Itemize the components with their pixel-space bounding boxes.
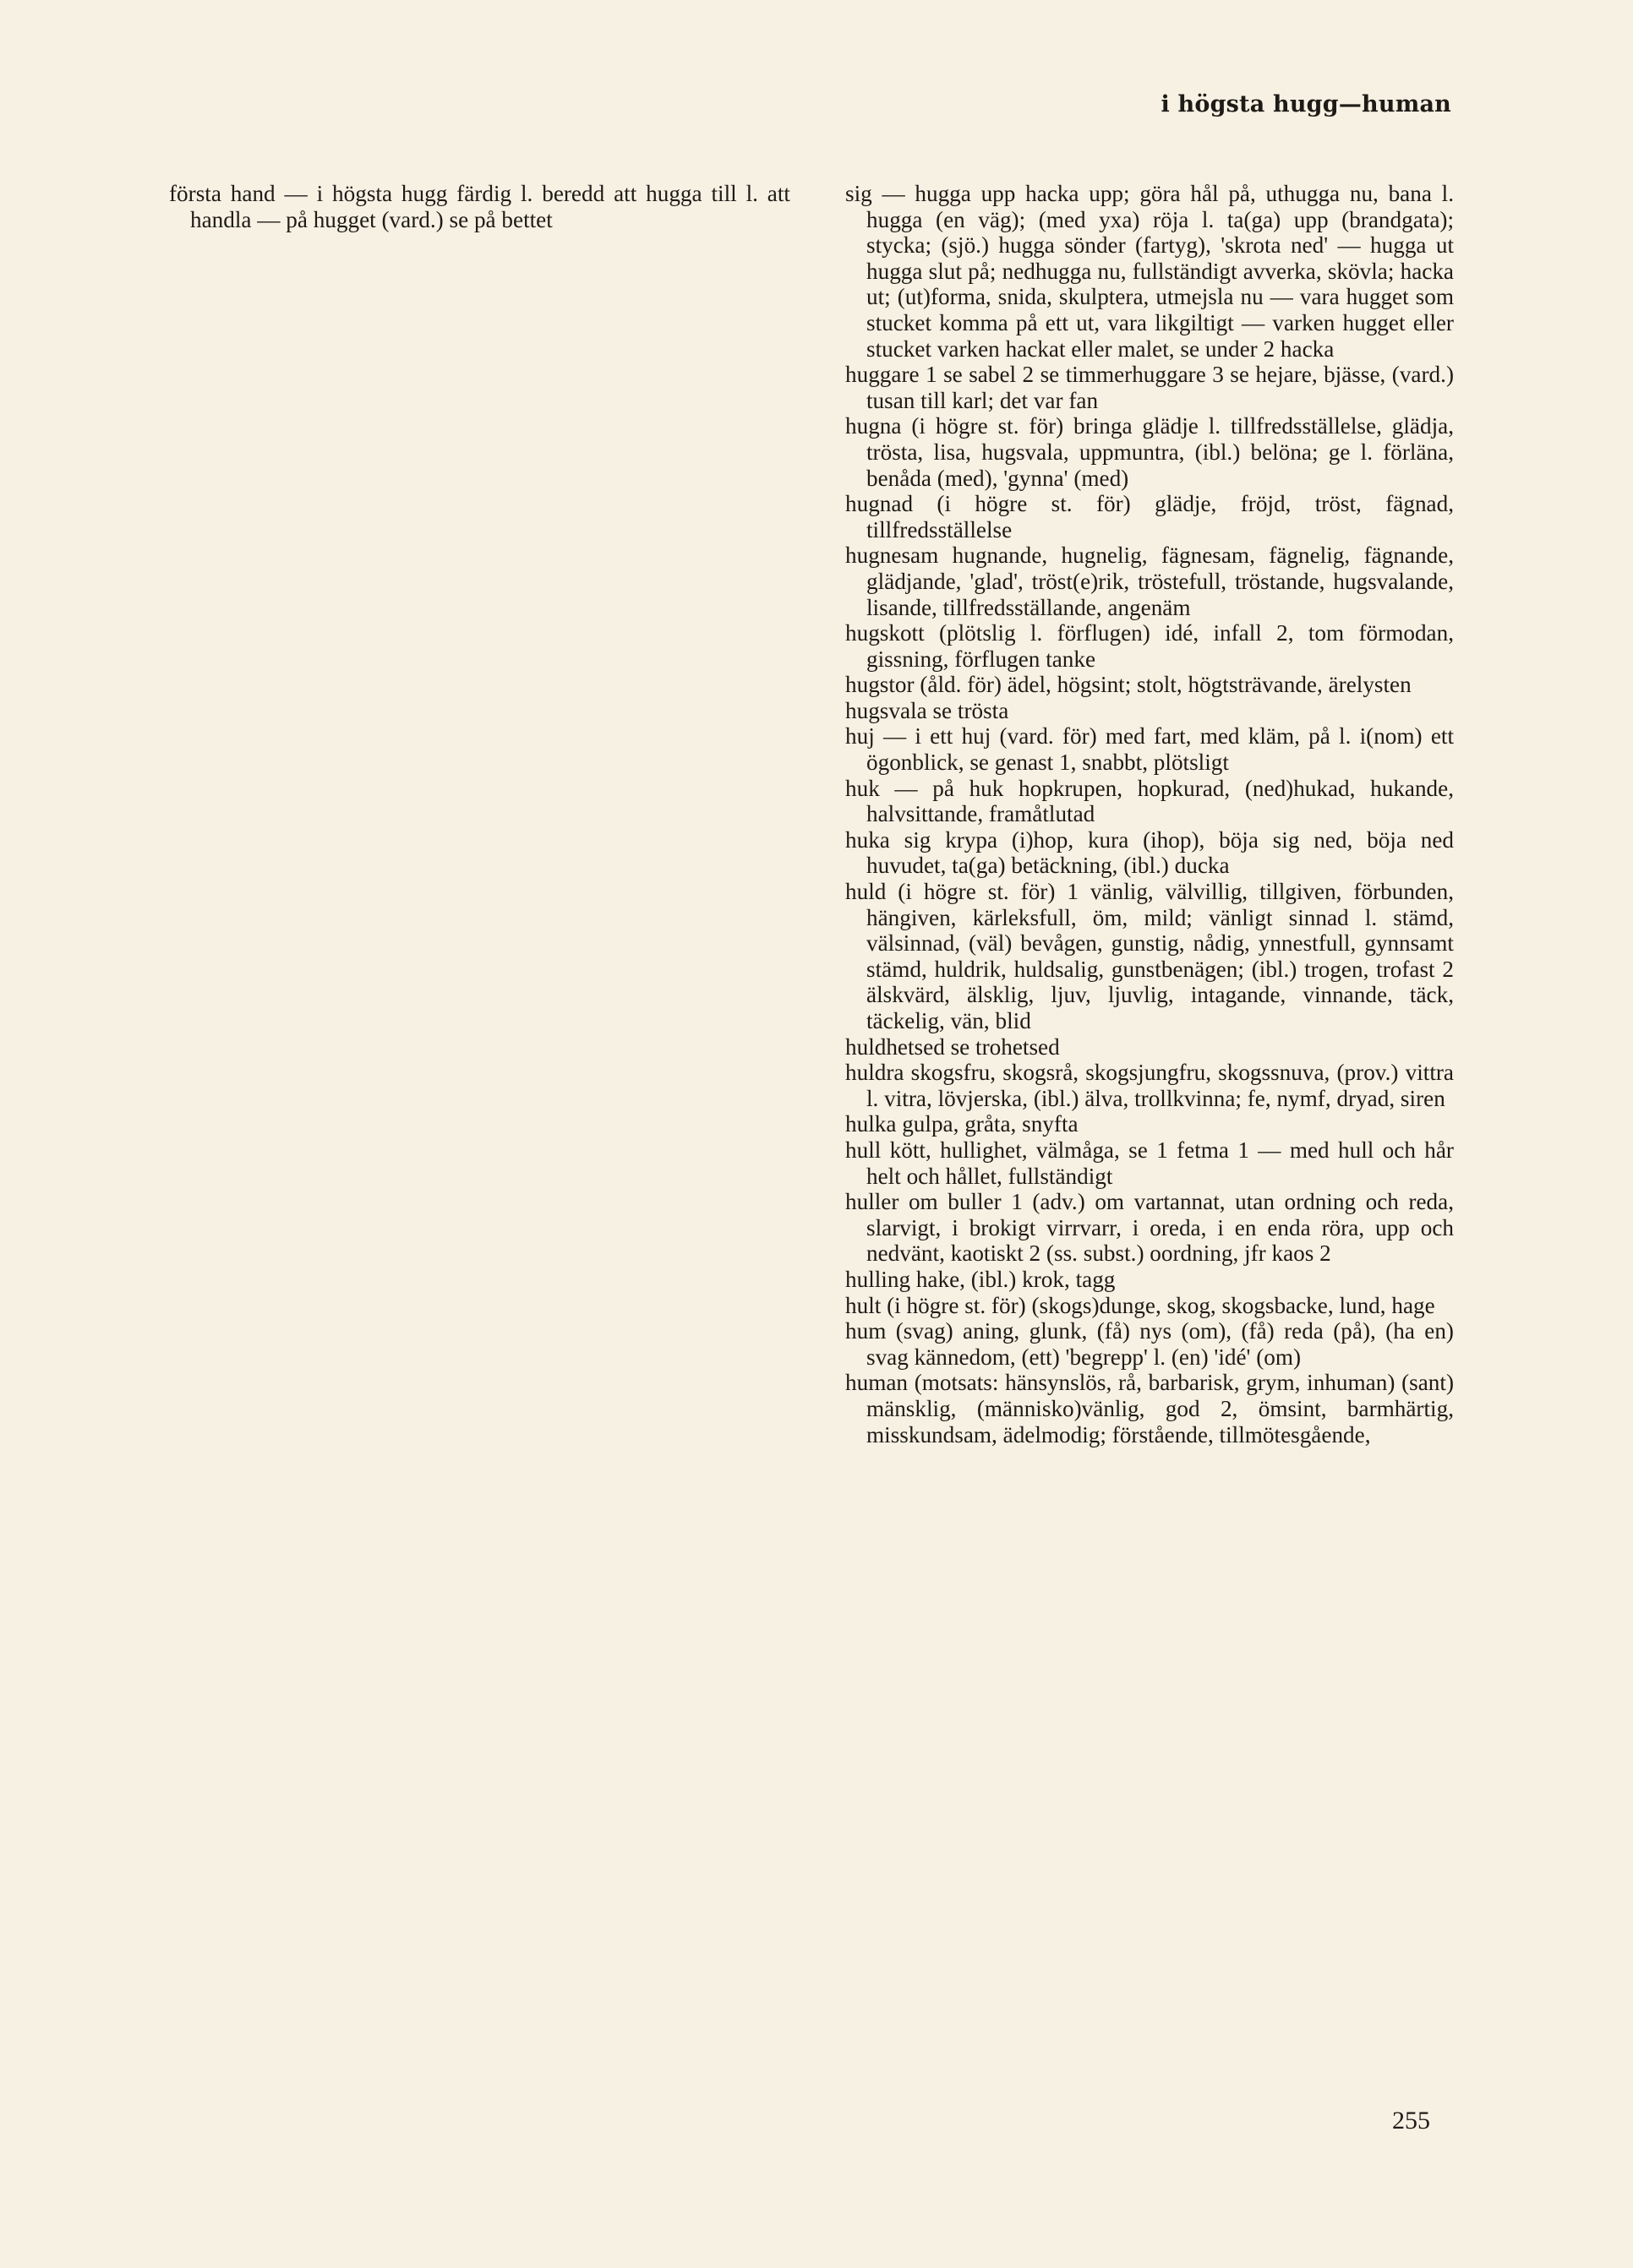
right-column: [845, 181, 1454, 1447]
entry: hulka gulpa, gråta, snyfta: [845, 1111, 1079, 1137]
left-column: [169, 181, 790, 232]
entry: hugskott (plötslig l. förflugen) idé, infall 2, tom förmodan, gissning, förflugen tanke: [845, 620, 1454, 672]
entry: human (motsats: hänsynslös, rå, barbarisk, grym, inhuman) (sant) mänsklig, (människo)vänlig, god 2, ömsint, barmhärtig, misskundsam, ädelmodig; förstående, tillmötesgående,: [845, 1370, 1454, 1447]
entry: huldhetsed se trohetsed: [845, 1033, 1060, 1060]
running-head: i högsta hugg—human: [1161, 91, 1451, 117]
entry: hull kött, hullighet, välmåga, se 1 fetma 1 — med hull och hår helt och hållet, fullständigt: [845, 1137, 1454, 1189]
entry: huller om buller 1 (adv.) om vartannat, utan ordning och reda, slarvigt, i brokigt virrvarr, i oreda, i en enda röra, upp och nedvänt, kaotiskt 2 (ss. subst.) oordning, jfr kaos 2: [845, 1189, 1454, 1267]
entry: huggare 1 se sabel 2 se timmerhuggare 3 se hejare, bjässe, (vard.) tusan till karl; det var fan: [845, 362, 1454, 413]
entry: hugna (i högre st. för) bringa glädje l. tillfredsställelse, glädja, trösta, lisa, hugsvala, uppmuntra, (ibl.) belöna; ge l. förläna, benåda (med), 'gynna' (med): [845, 413, 1454, 491]
entry: första hand — i högsta hugg färdig l. beredd att hugga till l. att handla — på hugget (vard.) se på bettet: [169, 181, 790, 232]
entry: hulling hake, (ibl.) krok, tagg: [845, 1266, 1116, 1292]
entry: huldra skogsfru, skogsrå, skogsjungfru, skogssnuva, (prov.) vittra l. vitra, lövjerska, (ibl.) älva, trollkvinna; fe, nymf, dryad, siren: [845, 1060, 1454, 1111]
entry: huk — på huk hopkrupen, hopkurad, (ned)hukad, hukande, halvsittande, framåtlutad: [845, 775, 1454, 827]
entry: hum (svag) aning, glunk, (få) nys (om), (få) reda (på), (ha en) svag kännedom, (ett) 'begrepp' l. (en) 'idé' (om): [845, 1318, 1454, 1370]
entry: hugsvala se trösta: [845, 697, 1009, 723]
entry: huka sig krypa (i)hop, kura (ihop), böja sig ned, böja ned huvudet, ta(ga) betäckning, (ibl.) ducka: [845, 826, 1454, 879]
entry: huld (i högre st. för) 1 vänlig, välvillig, tillgiven, förbunden, hängiven, kärleksfull, öm, mild; vänligt sinnad l. stämd, välsinnad, (väl) bevågen, gunstig, nådig, ynnestfull, gynnsamt stämd, huldrik, huldsalig, gunstbenägen; (ibl.) trogen, trofast 2 älskvärd, älsklig, ljuv, ljuvlig, intagande, vinnande, täck, täckelig, vän, blid: [845, 879, 1454, 1033]
entry: sig — hugga upp hacka upp; göra hål på, uthugga nu, bana l. hugga (en väg); (med yxa) röja l. ta(ga) upp (brandgata); stycka; (sjö.) hugga sönder (fartyg), 'skrota ned' — hugga ut hugga slut på; nedhugga nu, fullständigt avverka, skövla; hacka ut; (ut)forma, snida, skulptera, utmejsla nu — vara hugget som stucket komma på ett ut, vara likgiltigt — varken hugget eller stucket varken hackat eller malet, se under 2 hacka: [845, 181, 1454, 362]
entry: hugnad (i högre st. för) glädje, fröjd, tröst, fägnad, tillfredsställelse: [845, 491, 1454, 542]
entry: hugstor (åld. för) ädel, högsint; stolt, högtsträvande, ärelysten: [845, 672, 1412, 698]
entry: hugnesam hugnande, hugnelig, fägnesam, fägnelig, fägnande, glädjande, 'glad', tröst(e)rik, tröstefull, tröstande, hugsvalande, lisande, tillfredsställande, angenäm: [845, 542, 1454, 620]
page-number: 255: [1392, 2107, 1430, 2134]
entry: hult (i högre st. för) (skogs)dunge, skog, skogsbacke, lund, hage: [845, 1292, 1435, 1318]
entry: huj — i ett huj (vard. för) med fart, med kläm, på l. i(nom) ett ögonblick, se genast 1, snabbt, plötsligt: [845, 723, 1454, 776]
